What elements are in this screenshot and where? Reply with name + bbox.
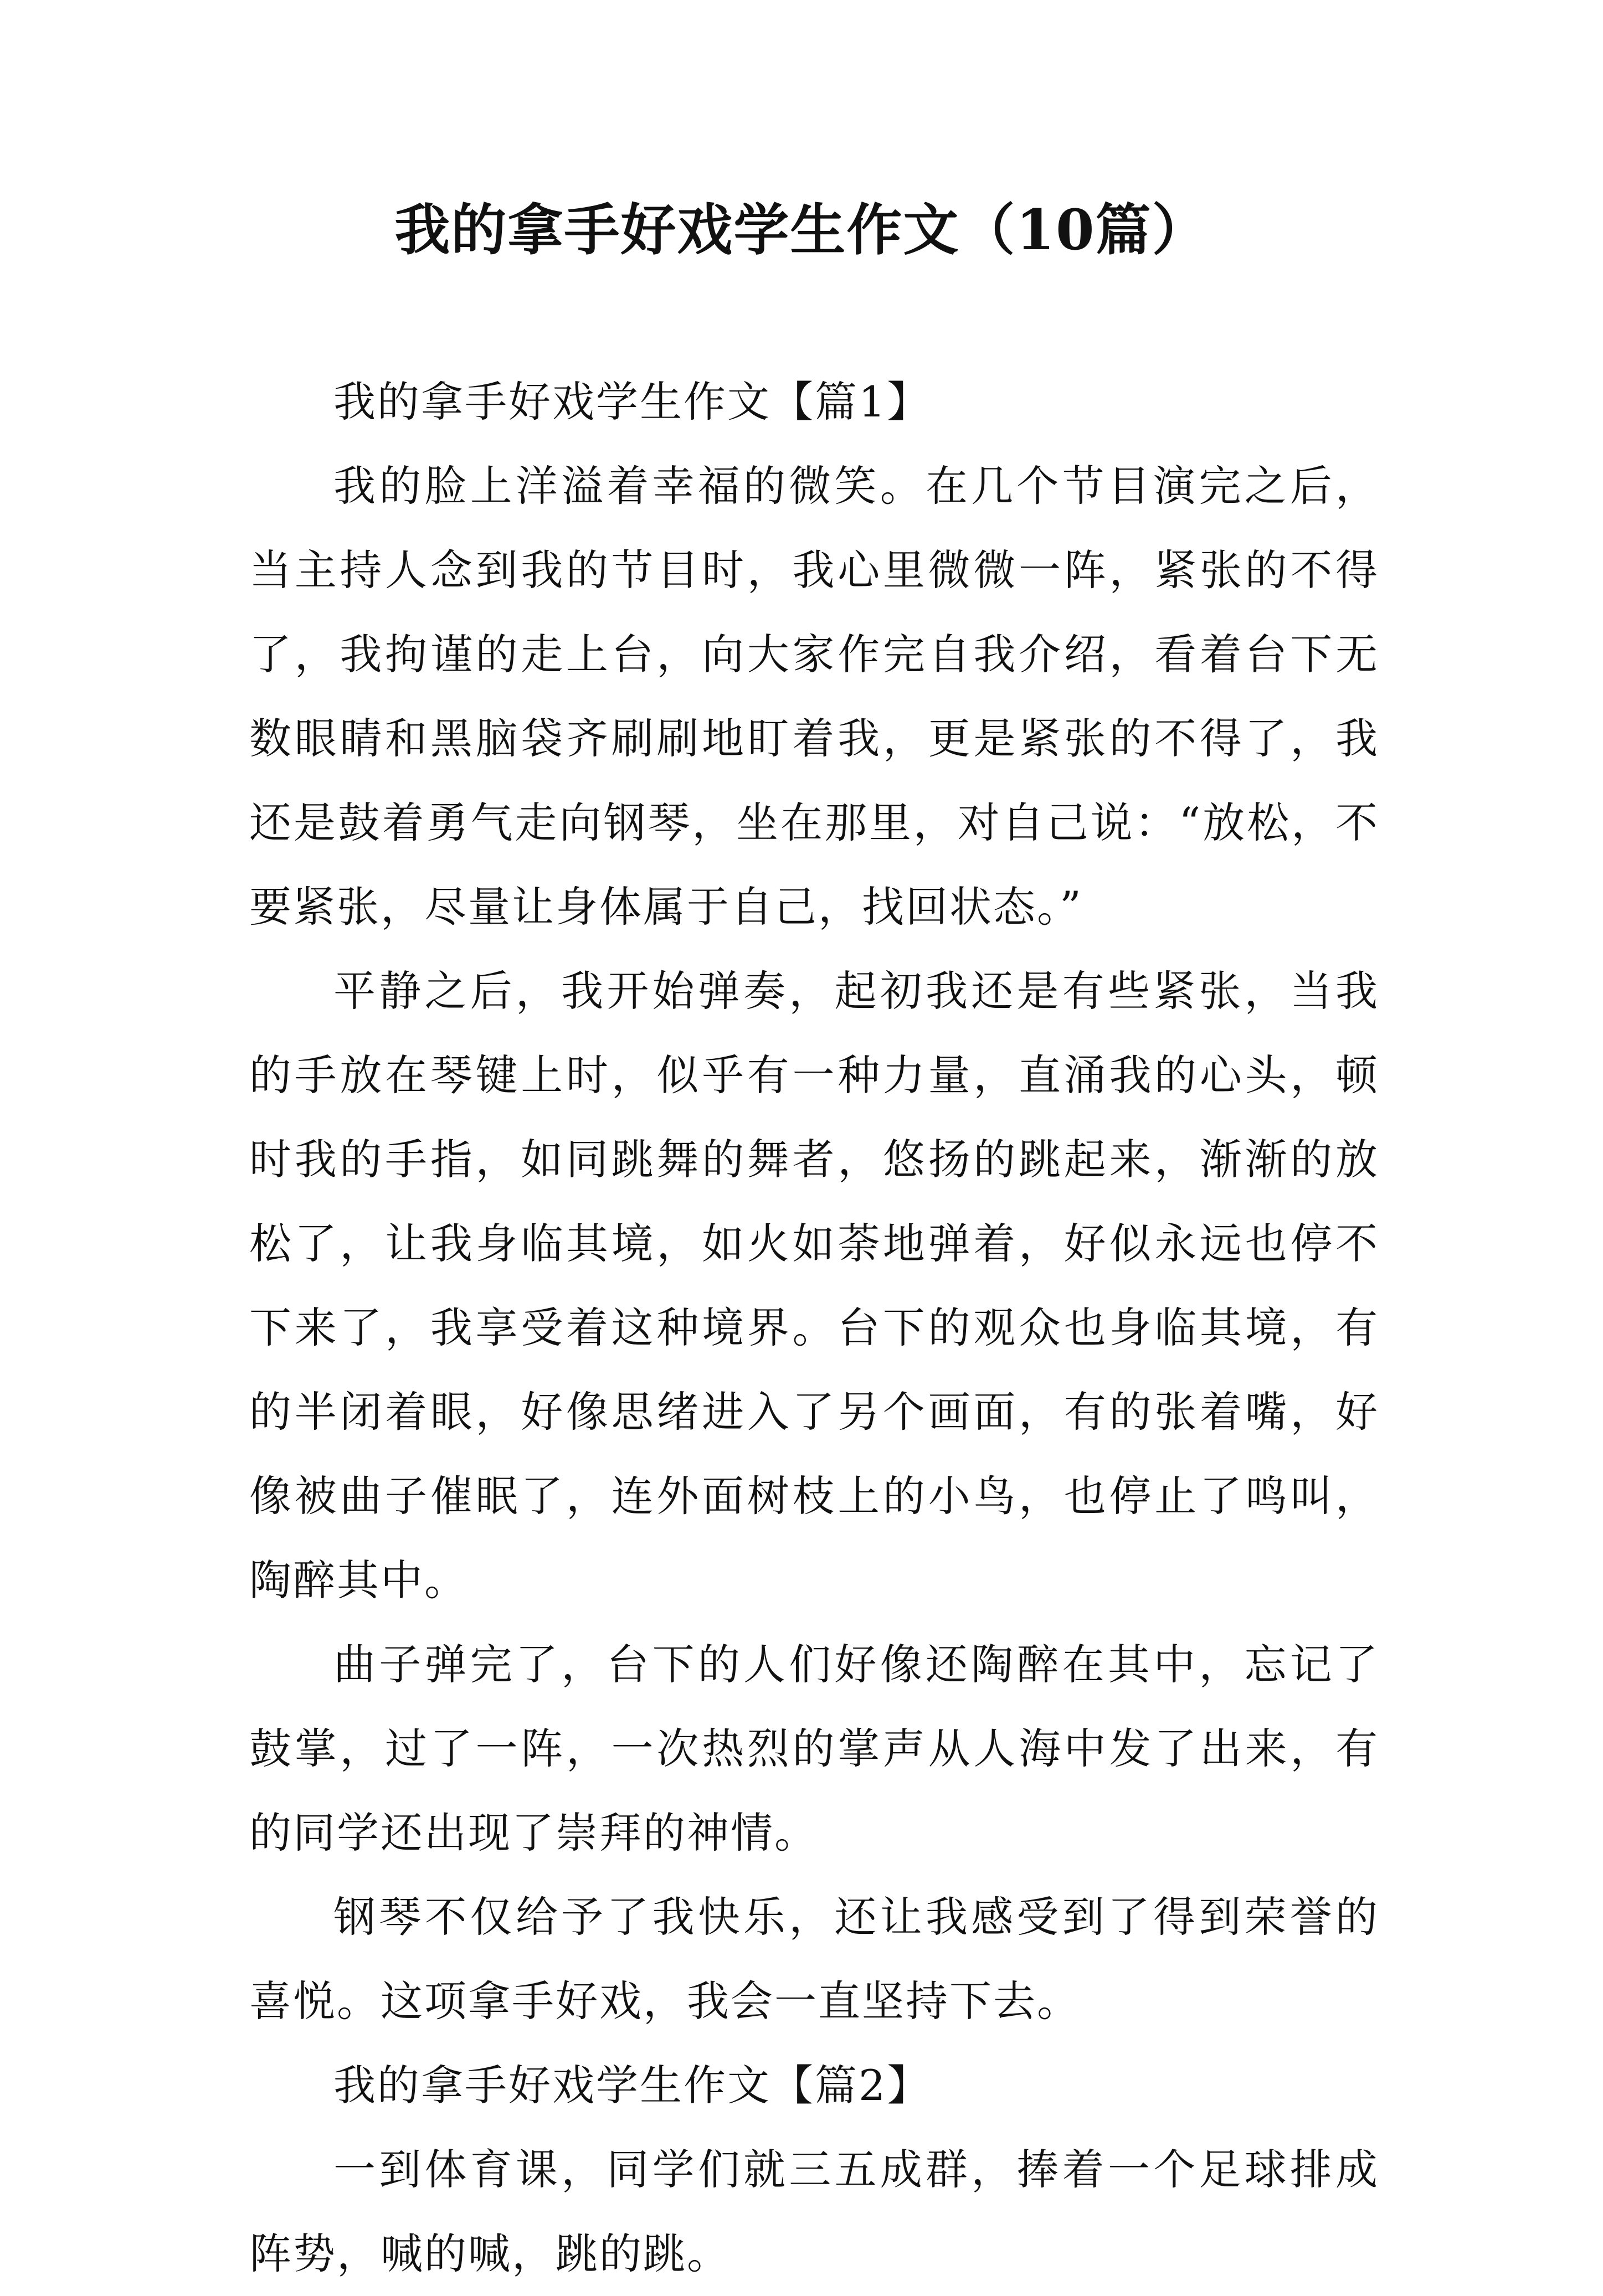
document-title: 我的拿手好戏学生作文（10篇） xyxy=(394,197,1209,262)
document-body xyxy=(249,360,1379,2296)
paragraph: 钢琴不仅给予了我快乐，还让我感受到了得到荣誉的喜悦。这项拿手好戏，我会一直坚持下去。 xyxy=(249,1892,1379,2026)
paragraph: 平静之后，我开始弹奏，起初我还是有些紧张，当我的手放在琴键上时，似乎有一种力量，直涌我的心头，顿时我的手指，如同跳舞的舞者，悠扬的跳起来，渐渐的放松了，让我身临其境，如火如荼地弹着，好似永远也停不下来了，我享受着这种境界。台下的观众也身临其境，有的半闭着眼，好像思绪进入了另个画面，有的张着嘴，好像被曲子催眠了，连外面树枝上的小鸟，也停止了鸣叫，陶醉其中。 xyxy=(249,966,1379,1605)
section-heading-2: 我的拿手好戏学生作文【篇2】 xyxy=(333,2061,931,2110)
paragraph: 曲子弹完了，台下的人们好像还陶醉在其中，忘记了鼓掌，过了一阵，一次热烈的掌声从人海中发了出来，有的同学还出现了崇拜的神情。 xyxy=(249,1640,1379,1857)
paragraph: 我的脸上洋溢着幸福的微笑。在几个节目演完之后，当主持人念到我的节目时，我心里微微一阵，紧张的不得了，我拘谨的走上台，向大家作完自我介绍，看着台下无数眼睛和黑脑袋齐刷刷地盯着我，更是紧张的不得了，我还是鼓着勇气走向钢琴，坐在那里，对自己说：“放松，不要紧张，尽量让身体属于自己，找回状态。” xyxy=(249,461,1379,931)
paragraph: 一到体育课，同学们就三五成群，捧着一个足球排成阵势，喊的喊，跳的跳。 xyxy=(249,2145,1379,2278)
section-heading-1: 我的拿手好戏学生作文【篇1】 xyxy=(333,377,931,426)
